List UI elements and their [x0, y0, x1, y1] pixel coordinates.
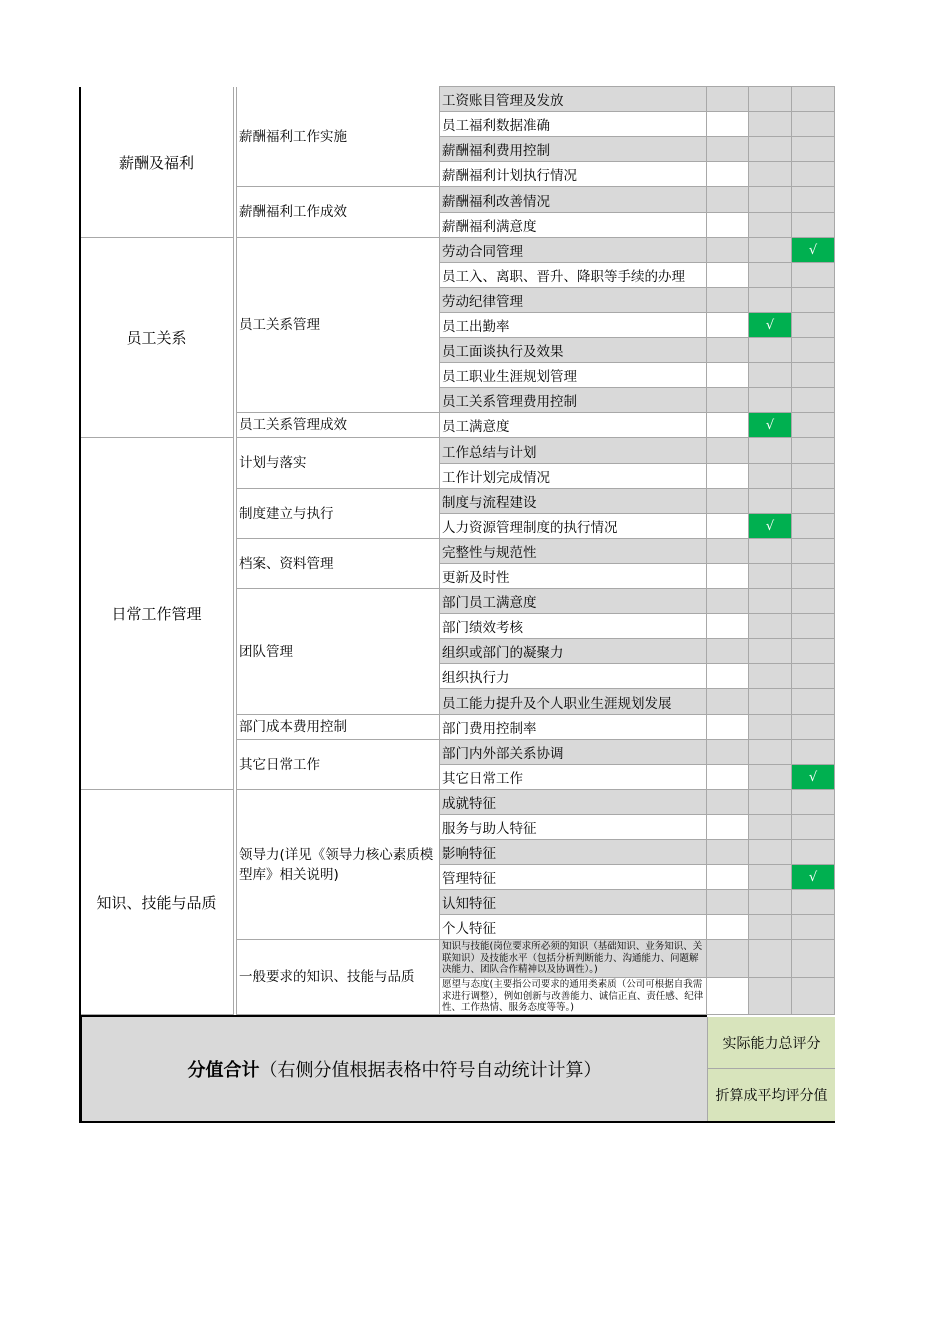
table-left-border — [79, 87, 81, 1123]
item-cell: 劳动合同管理 — [439, 238, 707, 263]
rating-cell[interactable] — [707, 740, 749, 765]
rating-cell[interactable] — [792, 137, 835, 162]
item-cell: 员工出勤率 — [439, 313, 707, 338]
subcategory-cell: 薪酬福利工作成效 — [236, 187, 439, 238]
rating-cell[interactable] — [749, 940, 792, 978]
rating-cell[interactable] — [749, 689, 792, 715]
check-mark-cell[interactable]: √ — [792, 238, 835, 263]
item-cell: 员工福利数据准确 — [439, 112, 707, 137]
item-cell: 知识与技能(岗位要求所必须的知识（基础知识、业务知识、关联知识）及技能水平（包括分析判断能力、沟通能力、问题解决能力、团队合作精神以及协调性）。) — [439, 940, 707, 978]
rating-cell[interactable] — [707, 313, 749, 338]
rating-cell[interactable] — [749, 137, 792, 162]
rating-cell[interactable] — [749, 865, 792, 890]
item-cell: 部门绩效考核 — [439, 614, 707, 639]
check-mark-cell[interactable]: √ — [792, 865, 835, 890]
item-cell: 完整性与规范性 — [439, 539, 707, 564]
rating-cell[interactable] — [707, 539, 749, 564]
rating-cell[interactable] — [707, 790, 749, 815]
rating-cell[interactable] — [707, 187, 749, 213]
rating-cell[interactable] — [749, 363, 792, 388]
category-cell: 薪酬及福利 — [80, 87, 234, 238]
item-cell: 影响特征 — [439, 840, 707, 865]
item-cell: 薪酬福利满意度 — [439, 213, 707, 238]
rating-cell[interactable] — [792, 715, 835, 740]
rating-cell[interactable] — [707, 213, 749, 238]
rating-cell[interactable] — [749, 915, 792, 940]
subcategory-cell: 部门成本费用控制 — [236, 715, 439, 740]
rating-cell[interactable] — [749, 564, 792, 589]
rating-cell[interactable] — [792, 263, 835, 288]
rating-cell[interactable] — [707, 589, 749, 614]
rating-cell[interactable] — [749, 539, 792, 564]
item-cell: 其它日常工作 — [439, 765, 707, 790]
rating-cell[interactable] — [707, 840, 749, 865]
subcategory-cell: 计划与落实 — [236, 438, 439, 489]
rating-cell[interactable] — [707, 865, 749, 890]
rating-cell[interactable] — [792, 740, 835, 765]
total-note: （右侧分值根据表格中符号自动统计计算） — [259, 1060, 602, 1081]
rating-cell[interactable] — [792, 438, 835, 464]
rating-cell[interactable] — [792, 213, 835, 238]
check-mark-cell[interactable]: √ — [749, 313, 792, 338]
rating-cell[interactable] — [792, 940, 835, 978]
rating-cell[interactable] — [792, 313, 835, 338]
rating-cell[interactable] — [707, 664, 749, 689]
rating-cell[interactable] — [707, 940, 749, 978]
rating-cell[interactable] — [792, 689, 835, 715]
rating-cell[interactable] — [707, 338, 749, 363]
item-cell: 人力资源管理制度的执行情况 — [439, 514, 707, 539]
rating-cell[interactable] — [792, 790, 835, 815]
item-cell: 薪酬福利计划执行情况 — [439, 162, 707, 187]
rating-cell[interactable] — [707, 689, 749, 715]
rating-cell[interactable] — [792, 464, 835, 489]
subcategory-cell: 档案、资料管理 — [236, 539, 439, 589]
item-cell: 组织或部门的凝聚力 — [439, 639, 707, 664]
rating-cell[interactable] — [749, 112, 792, 137]
rating-cell[interactable] — [707, 438, 749, 464]
rating-cell[interactable] — [792, 815, 835, 840]
rating-cell[interactable] — [792, 413, 835, 438]
rating-cell[interactable] — [707, 363, 749, 388]
rating-cell[interactable] — [749, 162, 792, 187]
rating-cell[interactable] — [749, 815, 792, 840]
item-cell: 工作计划完成情况 — [439, 464, 707, 489]
rating-cell[interactable] — [792, 112, 835, 137]
rating-cell[interactable] — [792, 338, 835, 363]
item-cell: 组织执行力 — [439, 664, 707, 689]
rating-cell[interactable] — [707, 137, 749, 162]
rating-cell[interactable] — [707, 614, 749, 639]
rating-cell[interactable] — [707, 464, 749, 489]
item-cell: 员工入、离职、晋升、降职等手续的办理 — [439, 263, 707, 288]
rating-cell[interactable] — [707, 915, 749, 940]
rating-cell[interactable] — [707, 288, 749, 313]
total-title: 分值合计 — [187, 1060, 260, 1081]
rating-cell[interactable] — [749, 790, 792, 815]
rating-cell[interactable] — [749, 715, 792, 740]
rating-cell[interactable] — [792, 589, 835, 614]
item-cell: 制度与流程建设 — [439, 489, 707, 514]
category-cell: 日常工作管理 — [80, 438, 234, 790]
item-cell: 工资账目管理及发放 — [439, 87, 707, 112]
rating-cell[interactable] — [749, 978, 792, 1015]
item-cell: 员工能力提升及个人职业生涯规划发展 — [439, 689, 707, 715]
rating-cell[interactable] — [749, 589, 792, 614]
rating-cell[interactable] — [707, 388, 749, 413]
rating-cell[interactable] — [749, 639, 792, 664]
rating-cell[interactable] — [707, 87, 749, 112]
rating-cell[interactable] — [707, 238, 749, 263]
check-mark-cell[interactable]: √ — [792, 765, 835, 790]
category-cell: 知识、技能与品质 — [80, 790, 234, 1015]
rating-cell[interactable] — [707, 815, 749, 840]
rating-cell[interactable] — [707, 765, 749, 790]
rating-cell[interactable] — [749, 890, 792, 915]
item-cell: 成就特征 — [439, 790, 707, 815]
rating-cell[interactable] — [707, 112, 749, 137]
rating-cell[interactable] — [792, 388, 835, 413]
rating-cell[interactable] — [749, 213, 792, 238]
subcategory-cell: 一般要求的知识、技能与品质 — [236, 940, 439, 1015]
subcategory-cell: 其它日常工作 — [236, 740, 439, 790]
rating-cell[interactable] — [792, 564, 835, 589]
rating-cell[interactable] — [749, 87, 792, 112]
rating-cell[interactable] — [707, 978, 749, 1015]
rating-cell[interactable] — [749, 388, 792, 413]
rating-cell[interactable] — [792, 614, 835, 639]
category-cell: 员工关系 — [80, 238, 234, 438]
check-mark-cell[interactable]: √ — [749, 413, 792, 438]
rating-cell[interactable] — [792, 664, 835, 689]
rating-cell[interactable] — [707, 639, 749, 664]
rating-cell[interactable] — [707, 514, 749, 539]
subcategory-cell: 领导力(详见《领导力核心素质模型库》相关说明) — [236, 790, 439, 940]
rating-cell[interactable] — [792, 288, 835, 313]
rating-cell[interactable] — [749, 489, 792, 514]
rating-cell[interactable] — [707, 413, 749, 438]
rating-cell[interactable] — [749, 464, 792, 489]
rating-cell[interactable] — [749, 238, 792, 263]
rating-cell[interactable] — [707, 715, 749, 740]
item-cell: 员工职业生涯规划管理 — [439, 363, 707, 388]
rating-cell[interactable] — [792, 514, 835, 539]
rating-cell[interactable] — [749, 614, 792, 639]
item-cell: 服务与助人特征 — [439, 815, 707, 840]
item-cell: 员工关系管理费用控制 — [439, 388, 707, 413]
rating-cell[interactable] — [707, 564, 749, 589]
item-cell: 更新及时性 — [439, 564, 707, 589]
item-cell: 薪酬福利改善情况 — [439, 187, 707, 213]
rating-cell[interactable] — [749, 288, 792, 313]
item-cell: 薪酬福利费用控制 — [439, 137, 707, 162]
score-bottom-border — [707, 1121, 835, 1123]
grid-top-border — [439, 86, 835, 87]
item-cell: 部门费用控制率 — [439, 715, 707, 740]
rating-cell[interactable] — [749, 338, 792, 363]
rating-cell[interactable] — [792, 539, 835, 564]
rating-cell[interactable] — [707, 162, 749, 187]
item-cell: 员工满意度 — [439, 413, 707, 438]
item-cell: 管理特征 — [439, 865, 707, 890]
rating-cell[interactable] — [792, 187, 835, 213]
rating-cell[interactable] — [749, 664, 792, 689]
subcategory-cell: 团队管理 — [236, 589, 439, 715]
item-cell: 部门内外部关系协调 — [439, 740, 707, 765]
item-cell: 认知特征 — [439, 890, 707, 915]
item-cell: 员工面谈执行及效果 — [439, 338, 707, 363]
rating-cell[interactable] — [707, 489, 749, 514]
rating-cell[interactable] — [792, 87, 835, 112]
rating-cell[interactable] — [749, 840, 792, 865]
rating-cell[interactable] — [792, 639, 835, 664]
check-mark-cell[interactable]: √ — [749, 514, 792, 539]
rating-cell[interactable] — [792, 840, 835, 865]
rating-cell[interactable] — [749, 765, 792, 790]
subcategory-cell: 员工关系管理成效 — [236, 413, 439, 438]
subcategory-cell: 薪酬福利工作实施 — [236, 87, 439, 187]
rating-cell[interactable] — [749, 187, 792, 213]
rating-cell[interactable] — [792, 489, 835, 514]
rating-cell[interactable] — [792, 890, 835, 915]
rating-cell[interactable] — [792, 363, 835, 388]
item-cell: 工作总结与计划 — [439, 438, 707, 464]
rating-cell[interactable] — [749, 438, 792, 464]
rating-cell[interactable] — [707, 890, 749, 915]
rating-cell[interactable] — [749, 263, 792, 288]
item-cell: 劳动纪律管理 — [439, 288, 707, 313]
rating-cell[interactable] — [749, 740, 792, 765]
actual-total-score[interactable]: 实际能力总评分 — [707, 1017, 835, 1069]
rating-cell[interactable] — [792, 978, 835, 1015]
average-score[interactable]: 折算成平均评分值 — [707, 1069, 835, 1121]
rating-cell[interactable] — [792, 915, 835, 940]
rating-cell[interactable] — [707, 263, 749, 288]
item-cell: 部门员工满意度 — [439, 589, 707, 614]
subcategory-cell: 员工关系管理 — [236, 238, 439, 413]
rating-cell[interactable] — [792, 162, 835, 187]
total-score-label — [80, 1015, 707, 1123]
item-cell: 愿望与态度(主要指公司要求的通用类素质（公司可根据自我需求进行调整），例如创新与改善能力、诚信正直、责任感、纪律性、工作热情、服务态度等等。) — [439, 978, 707, 1015]
item-cell: 个人特征 — [439, 915, 707, 940]
subcategory-cell: 制度建立与执行 — [236, 489, 439, 539]
